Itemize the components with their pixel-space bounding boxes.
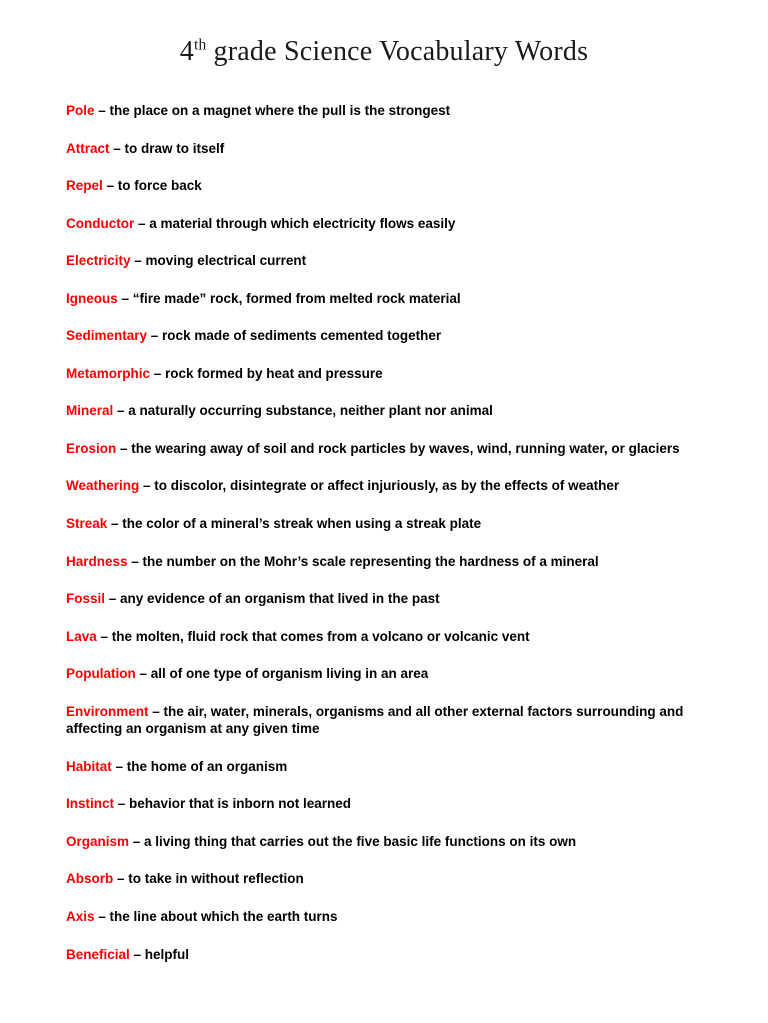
vocab-term: Beneficial xyxy=(66,946,130,962)
vocab-definition: – to take in without reflection xyxy=(113,871,304,887)
vocab-term: Streak xyxy=(66,516,108,532)
vocab-definition: – “fire made” rock, formed from melted rock material xyxy=(117,290,461,306)
vocab-definition: – the color of a mineral’s streak when using a streak plate xyxy=(107,516,482,532)
title-number: 4 xyxy=(179,36,194,67)
vocab-term: Fossil xyxy=(66,591,106,607)
vocab-term: Sedimentary xyxy=(66,328,148,344)
vocab-definition: – behavior that is inborn not learned xyxy=(114,796,352,812)
vocab-term: Metamorphic xyxy=(66,365,151,381)
vocab-entry xyxy=(66,946,702,964)
title-superscript: th xyxy=(193,36,207,54)
vocab-entry xyxy=(66,177,702,195)
page-title xyxy=(66,36,702,68)
vocab-term: Hardness xyxy=(66,553,128,569)
vocab-term: Absorb xyxy=(66,871,114,887)
vocab-entry xyxy=(66,252,702,270)
vocab-definition: – to draw to itself xyxy=(109,140,225,156)
vocab-entry xyxy=(66,327,702,345)
vocab-definition: – the wearing away of soil and rock particles by waves, wind, running water, or glaciers xyxy=(116,440,680,456)
vocab-definition: – the air, water, minerals, organisms and all other external factors surrounding and affecting an organism at any given time xyxy=(66,703,684,737)
vocab-definition: – the number on the Mohr’s scale representing the hardness of a mineral xyxy=(127,553,599,569)
vocab-term: Weathering xyxy=(66,478,140,494)
title-rest: grade Science Vocabulary Words xyxy=(206,36,589,67)
vocab-term: Instinct xyxy=(66,796,115,812)
vocab-definition: – all of one type of organism living in an area xyxy=(135,666,429,682)
vocab-definition: – the line about which the earth turns xyxy=(94,909,338,925)
vocab-term: Organism xyxy=(66,833,130,849)
vocab-term: Repel xyxy=(66,178,103,194)
vocab-definition: – moving electrical current xyxy=(130,253,307,269)
vocab-definition: – any evidence of an organism that lived in the past xyxy=(105,591,440,607)
vocab-entry xyxy=(66,703,702,738)
vocab-entry xyxy=(66,833,702,851)
vocab-entry xyxy=(66,870,702,888)
vocab-definition: – helpful xyxy=(129,946,190,962)
vocab-term: Axis xyxy=(66,909,95,925)
vocab-term: Attract xyxy=(66,140,110,156)
vocab-definition: – a living thing that carries out the five basic life functions on its own xyxy=(129,833,577,849)
vocab-term: Lava xyxy=(66,628,97,644)
vocab-entry xyxy=(66,215,702,233)
vocab-term: Population xyxy=(66,666,136,682)
vocab-term: Mineral xyxy=(66,403,114,419)
vocab-entry xyxy=(66,590,702,608)
vocab-entry xyxy=(66,290,702,308)
vocab-entry xyxy=(66,758,702,776)
vocab-entry xyxy=(66,628,702,646)
vocab-entry xyxy=(66,402,702,420)
vocab-entry xyxy=(66,102,702,120)
vocab-entry xyxy=(66,477,702,495)
vocab-definition: – the home of an organism xyxy=(111,758,288,774)
vocab-term: Environment xyxy=(66,703,149,719)
vocab-term: Erosion xyxy=(66,440,117,456)
vocab-entry xyxy=(66,515,702,533)
vocab-entry xyxy=(66,665,702,683)
vocab-term: Igneous xyxy=(66,290,118,306)
vocab-term: Habitat xyxy=(66,758,112,774)
vocab-entry xyxy=(66,140,702,158)
vocab-definition: – a material through which electricity flows easily xyxy=(134,215,456,231)
vocab-definition: – the place on a magnet where the pull is the strongest xyxy=(94,103,451,118)
vocab-definition: – the molten, fluid rock that comes from a volcano or volcanic vent xyxy=(96,628,530,644)
vocab-definition: – to discolor, disintegrate or affect injuriously, as by the effects of weather xyxy=(139,478,620,494)
vocab-entry xyxy=(66,795,702,813)
vocab-entry xyxy=(66,908,702,926)
vocab-definition: – rock formed by heat and pressure xyxy=(150,365,383,381)
vocab-term: Pole xyxy=(66,103,95,118)
vocab-term: Electricity xyxy=(66,253,131,269)
vocab-definition: – rock made of sediments cemented together xyxy=(147,328,442,344)
vocab-entry xyxy=(66,440,702,458)
vocab-list xyxy=(66,102,702,963)
vocab-term: Conductor xyxy=(66,215,135,231)
vocab-definition: – a naturally occurring substance, neither plant nor animal xyxy=(113,403,493,419)
vocab-definition: – to force back xyxy=(102,178,202,194)
vocab-entry xyxy=(66,553,702,571)
vocab-entry xyxy=(66,365,702,383)
